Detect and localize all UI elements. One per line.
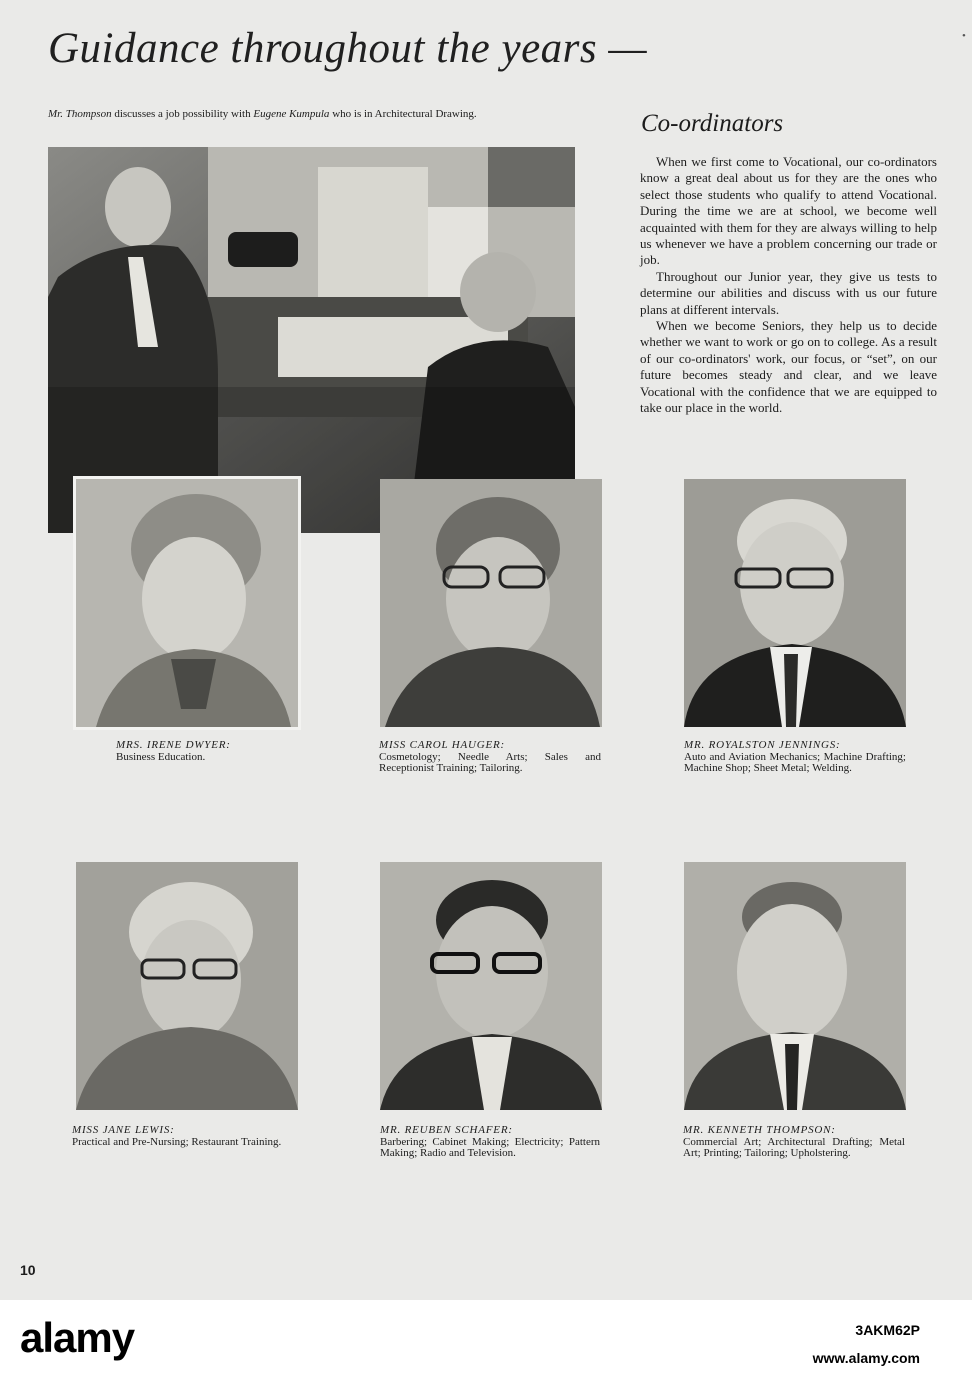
- caption-royalston-jennings: [684, 740, 906, 775]
- coordinator-areas: Cosmetology; Needle Arts; Sales and Receptionist Training; Tailoring.: [379, 750, 601, 775]
- portrait-carol-hauger: [380, 479, 602, 727]
- alamy-logo: alamy: [20, 1314, 135, 1361]
- portrait-royalston-jennings: [684, 479, 906, 727]
- portrait-irene-dwyer: [76, 479, 298, 727]
- coordinator-name: MR. KENNETH THOMPSON:: [683, 1124, 836, 1136]
- caption-name-kumpula: Eugene Kumpula: [253, 108, 330, 120]
- section-body: [640, 154, 937, 417]
- image-id: 3AKM62P: [855, 1322, 920, 1338]
- coordinator-name: MISS JANE LEWIS:: [72, 1124, 175, 1136]
- section-paragraph: Throughout our Junior year, they give us tests to determine our abilities and discuss with us our future plans at different intervals.: [640, 268, 937, 317]
- caption-reuben-schafer: [380, 1125, 600, 1160]
- coordinator-areas: Auto and Aviation Mechanics; Machine Drafting; Machine Shop; Sheet Metal; Welding.: [684, 750, 906, 775]
- office-photo: [48, 147, 575, 533]
- section-paragraph: When we become Seniors, they help us to decide whether we want to work or go on to college. As a result of our co-ordinators' work, our focus, or “set”, on our future becomes steady and clear, and we leave Vocational with the confidence that we are equipped to take our place in the world.: [640, 318, 937, 416]
- caption-kenneth-thompson: [683, 1125, 905, 1160]
- section-paragraph: When we first come to Vocational, our co-ordinators know a great deal about us for they are the ones who select those students who qualify to attend Vocational. During the time we are at school, we become well acquainted with them for they are always willing to help us whenever we have a problem concerning our trade or job.: [640, 154, 937, 268]
- caption-jane-lewis: [72, 1125, 300, 1148]
- page-title: Guidance throughout the years —: [48, 25, 648, 72]
- caption-irene-dwyer: [116, 740, 344, 763]
- caption-text-1: discusses a job possibility with: [111, 108, 254, 120]
- footer-url: www.alamy.com: [812, 1350, 920, 1366]
- coordinator-name: MISS CAROL HAUGER:: [379, 739, 506, 751]
- section-heading: Co-ordinators: [641, 110, 784, 137]
- portrait-kenneth-thompson: [684, 862, 906, 1110]
- coordinator-areas: Practical and Pre-Nursing; Restaurant Training.: [72, 1135, 282, 1148]
- coordinator-areas: Barbering; Cabinet Making; Electricity; Pattern Making; Radio and Television.: [380, 1135, 600, 1160]
- main-photo-caption: [48, 108, 576, 120]
- edge-mark: •: [962, 30, 966, 42]
- coordinator-areas: Business Education.: [116, 750, 206, 763]
- caption-name-thompson: Mr. Thompson: [48, 108, 112, 120]
- caption-text-2: who is in Architectural Drawing.: [329, 108, 477, 120]
- coordinator-name: MR. ROYALSTON JENNINGS:: [684, 739, 841, 751]
- stock-footer: [0, 1300, 972, 1390]
- portrait-jane-lewis: [76, 862, 298, 1110]
- coordinator-areas: Commercial Art; Architectural Drafting; Metal Art; Printing; Tailoring; Upholstering.: [683, 1135, 905, 1160]
- page-number: 10: [20, 1262, 36, 1278]
- coordinator-name: MRS. IRENE DWYER:: [116, 739, 231, 751]
- caption-carol-hauger: [379, 740, 601, 775]
- portrait-reuben-schafer: [380, 862, 602, 1110]
- coordinator-name: MR. REUBEN SCHAFER:: [380, 1124, 513, 1136]
